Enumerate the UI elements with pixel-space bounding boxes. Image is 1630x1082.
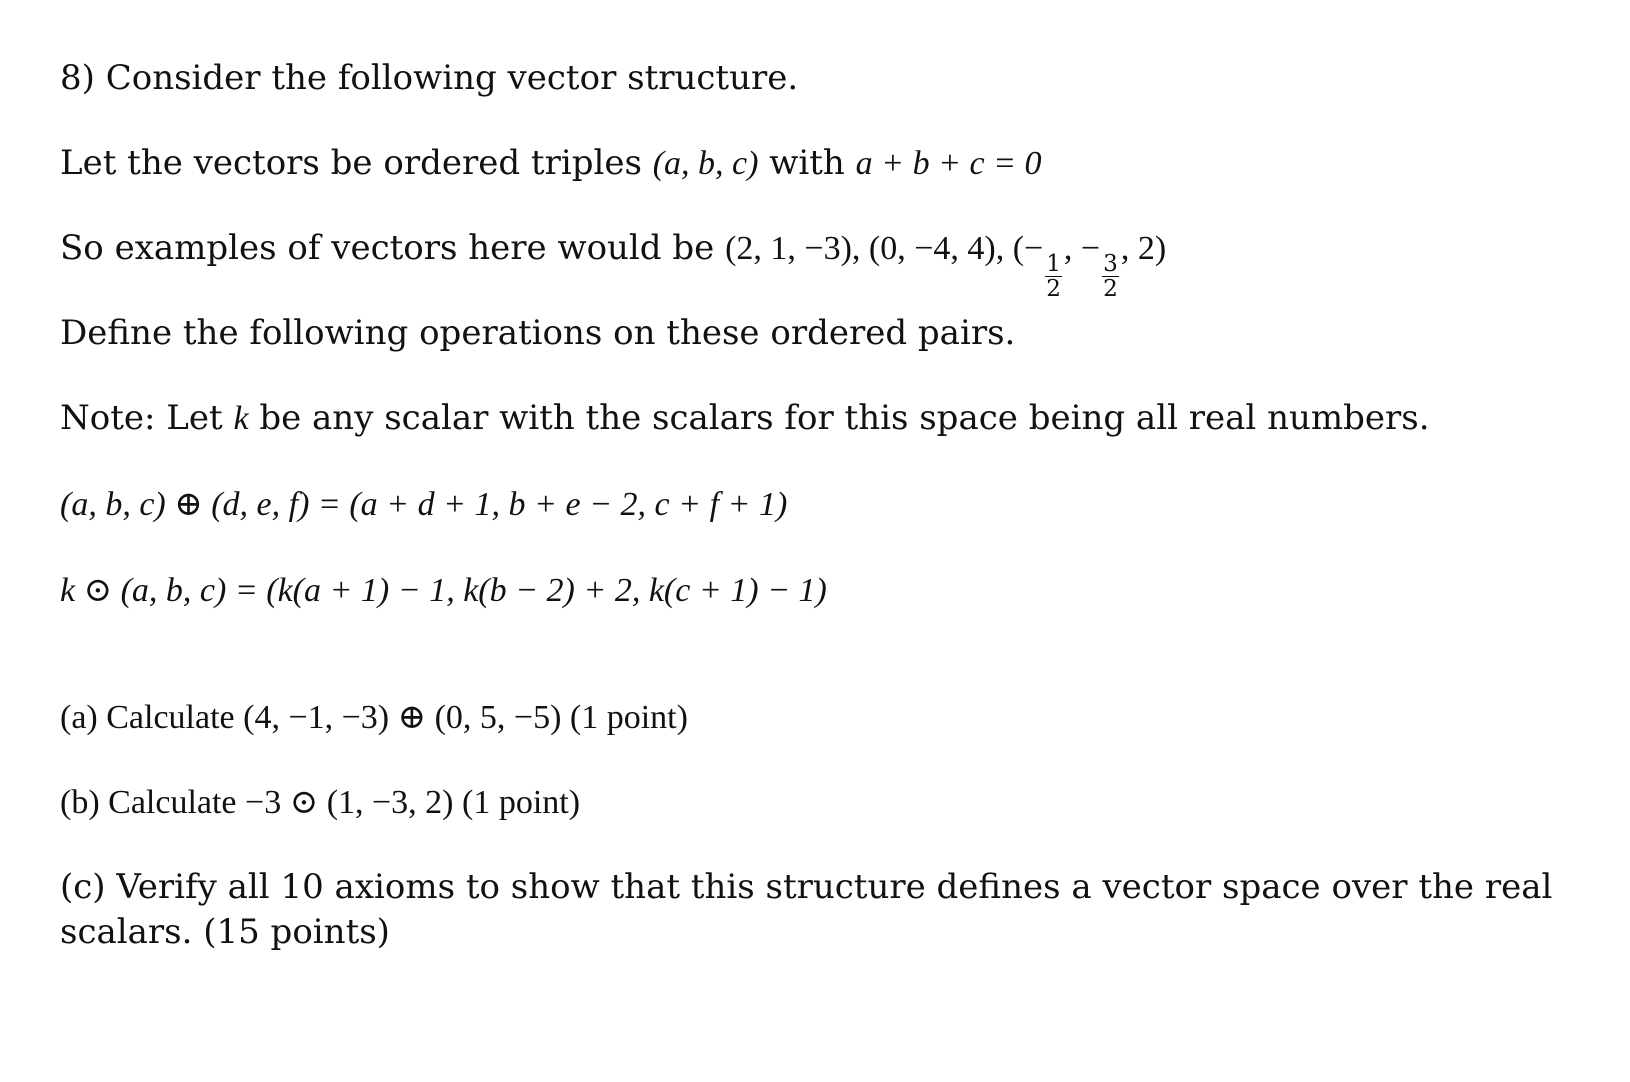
definition-triple: (a, b, c) (652, 145, 759, 182)
vector-definition (60, 141, 1042, 186)
scalar-multiplication-operation: k ⊙ (a, b, c) = (k(a + 1) − 1, k(b − 2) + 2, k(c + 1) − 1) (60, 572, 827, 609)
note-prefix: Note: Let (60, 398, 234, 438)
operations-intro: Define the following operations on these ordered pairs. (60, 313, 1016, 353)
part-b: (b) Calculate −3 ⊙ (1, −3, 2) (1 point) (60, 784, 581, 821)
examples-end: , 2) (1120, 230, 1167, 267)
examples-fraction-two-denominator: 2 (1103, 276, 1118, 303)
addition-operation: (a, b, c) ⊕ (d, e, f) = (a + d + 1, b + e − 2, c + f + 1) (60, 486, 788, 523)
examples-fraction-two (1102, 252, 1119, 302)
examples-separator: , − (1063, 230, 1101, 267)
examples-prefix: So examples of vectors here would be (60, 228, 726, 268)
examples-list: (2, 1, −3), (0, −4, 4), (− (725, 230, 1044, 267)
definition-prefix: Let the vectors be ordered triples (60, 143, 653, 183)
part-c: (c) Verify all 10 axioms to show that this structure defines a vector space over the real scalars. (15 points) (60, 867, 1553, 952)
examples-fraction-two-numerator: 3 (1103, 251, 1118, 278)
scalar-note (60, 396, 1430, 441)
note-suffix: be any scalar with the scalars for this space being all real numbers. (248, 398, 1430, 438)
vector-examples (60, 226, 1166, 302)
note-scalar-k: k (233, 400, 249, 437)
definition-constraint: a + b + c = 0 (855, 145, 1042, 182)
examples-fraction-one-denominator: 2 (1046, 276, 1061, 303)
problem-document (60, 48, 1605, 1068)
examples-fraction-one (1045, 252, 1062, 302)
part-a: (a) Calculate (4, −1, −3) ⊕ (0, 5, −5) (1 point) (60, 699, 688, 736)
definition-with: with (758, 143, 856, 183)
problem-heading: 8) Consider the following vector structure. (60, 58, 799, 98)
examples-fraction-one-numerator: 1 (1046, 251, 1061, 278)
